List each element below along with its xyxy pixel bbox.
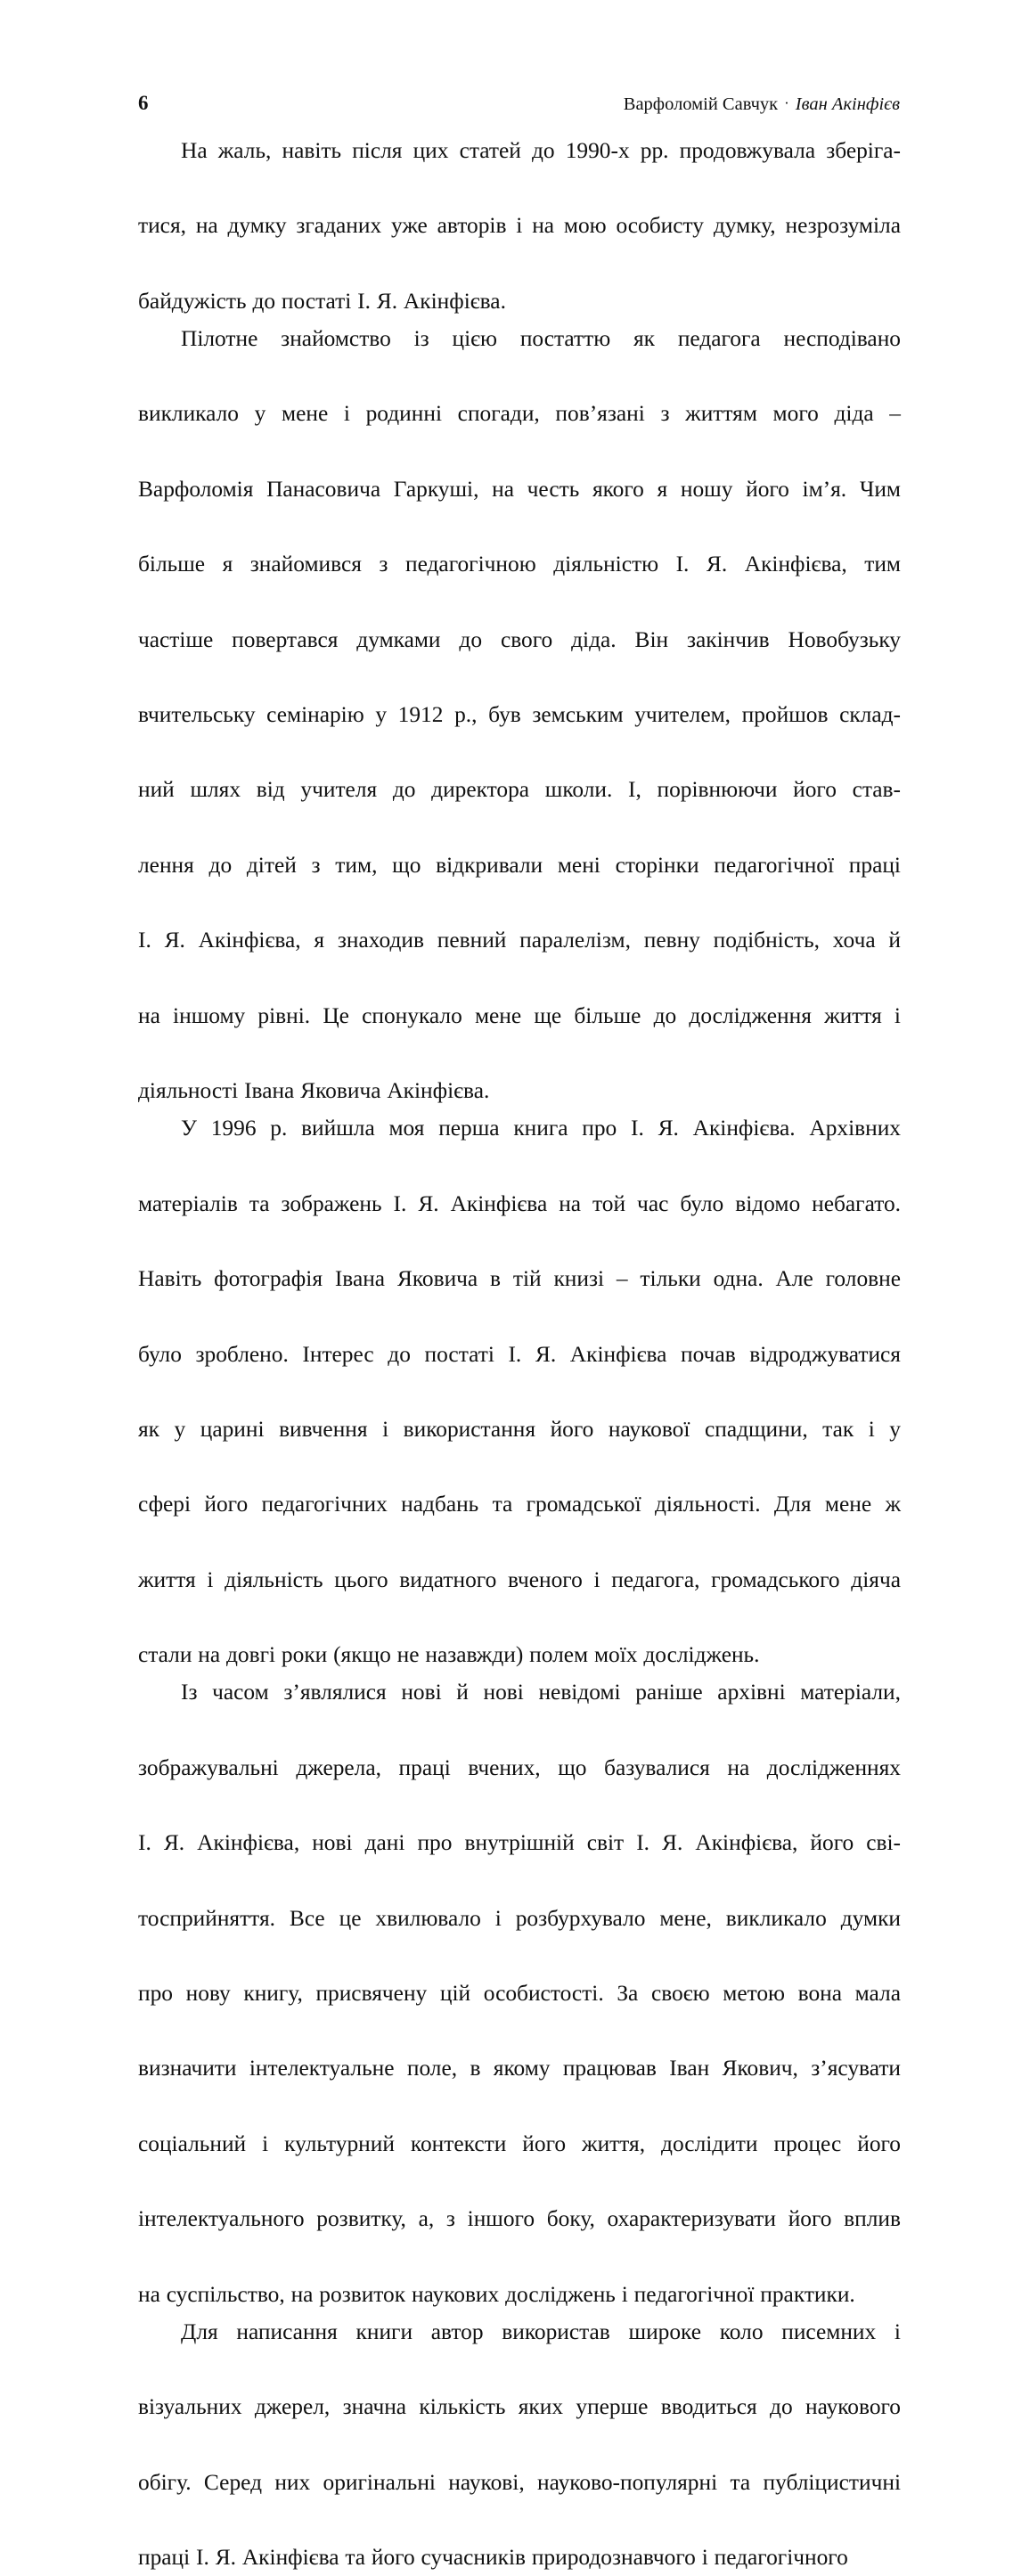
running-head-title bbox=[624, 95, 900, 114]
text-line: І. Я. Акінфієва, нові дані про внутрішній світ І. Я. Акінфієва, його сві- bbox=[138, 1830, 901, 1856]
text-line: стали на довгі роки (якщо не назавжди) полем моїх досліджень. bbox=[138, 1642, 760, 1668]
running-head bbox=[138, 93, 900, 114]
text-line: сфері його педагогічних надбань та громадської діяльності. Для мене ж bbox=[138, 1492, 901, 1517]
text-line: як у царині вивчення і використання його наукової спадщини, так і у bbox=[138, 1416, 901, 1442]
text-line: більше я знайомився з педагогічною діяльністю І. Я. Акінфієва, тим bbox=[138, 552, 901, 577]
text-line: ний шлях від учителя до директора школи. І, порівнюючи його став- bbox=[138, 777, 901, 803]
body-text-block bbox=[138, 132, 901, 2576]
text-line: І. Я. Акінфієва, я знаходив певний паралелізм, певну подібність, хоча й bbox=[138, 928, 901, 953]
text-line: частіше повертався думками до свого діда. Він закінчив Новобузьку bbox=[138, 626, 901, 652]
page-number: 6 bbox=[138, 92, 149, 114]
running-head-separator: · bbox=[784, 94, 789, 111]
text-line: зображувальні джерела, праці вчених, що базувалися на дослідженнях bbox=[138, 1754, 901, 1780]
text-line: матеріалів та зображень І. Я. Акінфієва на той час було відомо небагато. bbox=[138, 1190, 901, 1216]
paragraph bbox=[138, 320, 901, 1109]
text-line: Навіть фотографія Івана Яковича в тій книзі – тільки одна. Але головне bbox=[138, 1266, 901, 1292]
text-line: вчительську семінарію у 1912 р., був земським учителем, пройшов склад- bbox=[138, 702, 901, 728]
text-line: На жаль, навіть після цих статей до 1990-х рр. продовжувала зберіга- bbox=[181, 138, 901, 163]
text-line: лення до дітей з тим, що відкривали мені сторінки педагогічної праці bbox=[138, 852, 901, 878]
text-line: тися, на думку згаданих уже авторів і на мою особисту думку, незрозуміла bbox=[138, 213, 901, 239]
paragraph bbox=[138, 1109, 901, 1673]
text-line: діяльності Івана Яковича Акінфієва. bbox=[138, 1078, 490, 1104]
paragraph bbox=[138, 2313, 901, 2576]
text-line: байдужість до постаті І. Я. Акінфієва. bbox=[138, 288, 506, 314]
paragraph bbox=[138, 1673, 901, 2312]
text-line: Варфоломія Панасовича Гаркуші, на честь якого я ношу його ім’я. Чим bbox=[138, 476, 901, 502]
running-head-book-title: Іван Акінфієв bbox=[795, 94, 900, 114]
text-line: Пілотне знайомство із цією постаттю як педагога несподівано bbox=[181, 326, 901, 352]
text-line: Із часом з’являлися нові й нові невідомі раніше архівні матеріали, bbox=[181, 1680, 901, 1705]
text-line: візуальних джерел, значна кількість яких уперше вводиться до наукового bbox=[138, 2394, 901, 2420]
text-line: обігу. Серед них оригінальні наукові, науково-популярні та публіцистичні bbox=[138, 2469, 901, 2495]
text-line: тосприйняття. Все це хвилювало і розбурхувало мене, викликало думки bbox=[138, 1905, 901, 1931]
text-line: на іншому рівні. Це спонукало мене ще більше до дослідження життя і bbox=[138, 1002, 901, 1028]
text-line: про нову книгу, присвячену цій особистості. За своєю метою вона мала bbox=[138, 1980, 901, 2006]
text-line: соціальний і культурний контексти його життя, дослідити процес його bbox=[138, 2130, 901, 2156]
text-line: Для написання книги автор використав широке коло писемних і bbox=[181, 2318, 901, 2344]
text-line: інтелектуального розвитку, а, з іншого боку, охарактеризувати його вплив bbox=[138, 2206, 901, 2232]
text-line: У 1996 р. вийшла моя перша книга про І. Я. Акінфієва. Архівних bbox=[181, 1116, 901, 1141]
text-line: на суспільство, на розвиток наукових досліджень і педагогічної практики. bbox=[138, 2281, 855, 2307]
paragraph bbox=[138, 132, 901, 320]
text-line: життя і діяльність цього видатного вченого і педагога, громадського діяча bbox=[138, 1566, 901, 1592]
running-head-author: Варфоломій Савчук bbox=[623, 94, 779, 114]
text-line: було зроблено. Інтерес до постаті І. Я. Акінфієва почав відроджуватися bbox=[138, 1341, 901, 1367]
text-line: викликало у мене і родинні спогади, пов’язані з життям мого діда – bbox=[138, 401, 901, 427]
text-line: праці І. Я. Акінфієва та його сучасників природознавчого і педагогічного bbox=[138, 2545, 848, 2570]
text-line: визначити інтелектуальне поле, в якому працював Іван Якович, з’ясувати bbox=[138, 2056, 901, 2081]
